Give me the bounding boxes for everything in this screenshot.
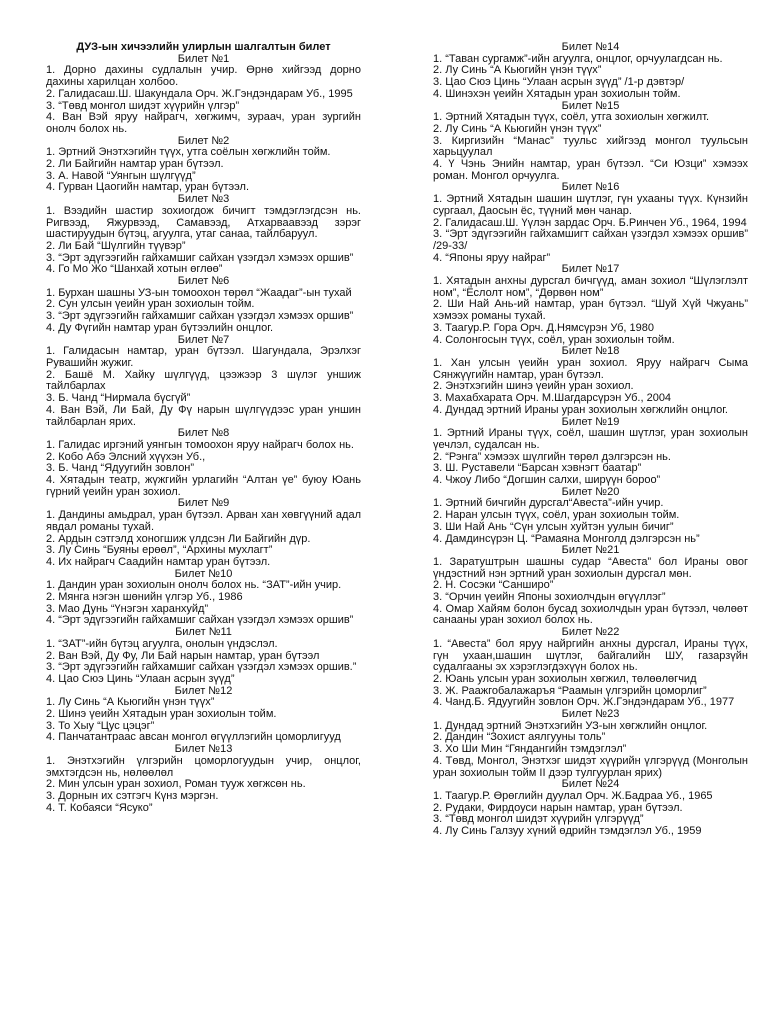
ticket-question: 3. “Эрт эдүгээгийн гайхамшиг сайхан үзэгдэл хэмээх оршив” — [46, 251, 354, 264]
ticket-title: Билет №23 — [561, 708, 620, 721]
left-column — [46, 42, 361, 1024]
ticket-question: 2. Галидасаш.Ш. Шакундала Орч. Ж.Гэндэндарам Уб., 1995 — [46, 87, 353, 100]
ticket-question: 3. “Төвд монгол шидэт хүүрийн үлгэр” — [46, 99, 240, 112]
ticket-question: 1. Галидас иргэний уянгын томоохон яруу найрагч болох нь. — [46, 438, 354, 451]
ticket-block — [433, 545, 748, 627]
ticket-title: Билет №2 — [177, 134, 230, 147]
ticket-question: 2. Дандин “Зохист аялгууны толь” — [433, 731, 606, 744]
ticket-title: Билет №11 — [175, 626, 232, 639]
ticket-question: 2. Наран улсын түүх, соёл, уран зохиолын тойм. — [433, 509, 680, 522]
ticket-question: 1. Дундад эртний Энэтхэгийн УЗ-ын хөгжлийн онцлог. — [433, 719, 708, 732]
ticket-block — [46, 136, 361, 195]
ticket-title: Билет №20 — [561, 485, 620, 498]
ticket-title: Билет №24 — [561, 778, 620, 791]
ticket-question: 4. Т. Кобаяси “Ясуко” — [46, 801, 153, 814]
ticket-question: 2. Сун улсын үеийн уран зохиолын тойм. — [46, 298, 255, 311]
ticket-question: 4. Ван Вэй яруу найрагч, хөгжимч, зураач, уран зургийн онолч болох нь. — [46, 111, 361, 135]
ticket-question: 1. “Авеста” бол яруу найргийн анхны дурсгал, Ираны түүх, гүн ухаан,шашин шүтлэг, байгалийн ШУ, газарзүйн судалгааны эх хэрэглэгдэхүүн болох нь. — [433, 637, 748, 674]
ticket-question: 3. Ж. Раажгобалажаръя “Раамын үлгэрийн цоморлиг” — [433, 684, 707, 697]
ticket-question: 4. Лу Синь Галзуу хүний өдрийн тэмдэглэл Уб., 1959 — [433, 825, 702, 838]
ticket-block — [46, 276, 361, 335]
ticket-question: 1. Эртний бичгийн дурсгал“Авеста”-ийн учир. — [433, 497, 664, 510]
ticket-question: 4. Хятадын театр, жүжгийн урлагийн “Алтан үе” буюу Юань гүрний үеийн уран зохиол. — [46, 474, 361, 498]
ticket-title: Билет №10 — [174, 567, 233, 580]
ticket-question: 3. Махабхарата Орч. М.Шагдарсүрэн Уб., 2004 — [433, 392, 672, 405]
ticket-title: Билет №21 — [561, 544, 620, 557]
ticket-question: 3. “Орчин үеийн Японы зохиолчдын өгүүллэг” — [433, 591, 666, 604]
ticket-question: 3. Хо Ши Мин “Гяндангийн тэмдэглэл” — [433, 743, 627, 756]
ticket-block — [46, 335, 361, 429]
ticket-question: 3. А. Навой “Уянгын шүлгүүд” — [46, 169, 196, 182]
ticket-question: 1. Эртний Энэтхэгийн түүх, утга соёлын хөгжлийн тойм. — [46, 146, 331, 159]
document-title: ДУЗ-ын хичээлийн улирлын шалгалтын билет — [76, 41, 331, 53]
ticket-question: 3. Лу Синь “Буяны ерөөл”, “Архины мухлагт” — [46, 544, 273, 557]
ticket-question: 1. Бурхан шашны УЗ-ын томоохон төрөл “Жаадаг”-ын тухай — [46, 286, 352, 299]
ticket-question: 4. Солонгосын түүх, соёл, уран зохиолын тойм. — [433, 333, 675, 346]
ticket-title: Билет №6 — [177, 275, 230, 288]
ticket-question: 4. Панчатантраас авсан монгол өгүүллэгийн цоморлигууд — [46, 731, 341, 744]
ticket-block — [433, 42, 748, 101]
right-ticket-list — [433, 42, 748, 838]
ticket-title: Билет №18 — [561, 345, 620, 358]
ticket-block — [46, 428, 361, 498]
ticket-block — [433, 182, 748, 264]
ticket-title: Билет №7 — [177, 333, 230, 346]
ticket-question: 4. Дамдинсүрэн Ц. “Рамаяна Монголд дэлгэрсэн нь” — [433, 532, 700, 545]
ticket-question: 3. “Эрт эдүгээгийн гайхамшиг сайхан үзэгдэл хэмээх оршив” — [46, 310, 354, 323]
ticket-question: 1. Галидасын намтар, уран бүтээл. Шагундала, Эрэлхэг Рувашийн жужиг. — [46, 345, 361, 369]
ticket-question: 1. Таагур.Р. Өрөглийн дуулал Орч. Ж.Бадраа Уб., 1965 — [433, 790, 713, 802]
ticket-question: 3. Цао Сюэ Цинь “Улаан асрын зүүд” /1-р дэвтэр/ — [433, 76, 685, 89]
ticket-question: 3. Ши Най Ань “Сүн улсын хуйтэн уулын бичиг” — [433, 520, 674, 533]
ticket-question: 2. Лу Синь “А Кьюгийн үнэн түүх” — [433, 122, 602, 135]
ticket-title: Билет №16 — [561, 181, 620, 194]
ticket-block — [433, 346, 748, 416]
ticket-question: 2. Ардын сэтгэлд хоногшиж үлдсэн Ли Байгийн дүр. — [46, 532, 311, 545]
ticket-question: 2. Башё М. Хайку шүлгүүд, цээжээр 3 шүлэг уншиж тайлбарлах — [46, 368, 361, 393]
ticket-title: Билет №22 — [561, 626, 620, 639]
ticket-question: 4. Гурван Цаогийн намтар, уран бүтээл. — [46, 181, 250, 194]
ticket-question: 2. Рудаки, Фирдоуси нарын намтар, уран бүтээл. — [433, 801, 683, 814]
ticket-block — [46, 686, 361, 745]
ticket-block — [433, 779, 748, 838]
ticket-question: 2. Юань улсын уран зохиолын хөгжил, төлөөлөгчид — [433, 672, 697, 685]
ticket-question: 3. Таагур.Р. Гора Орч. Д.Нямсүрэн Уб, 1980 — [433, 321, 654, 334]
ticket-question: 4. Чжоу Либо “Догшин салхи, ширүүн бороо” — [433, 474, 661, 487]
ticket-question: 1. “ЗАТ”-ийн бүтэц агуулга, онолын үндэслэл. — [46, 637, 278, 650]
ticket-block — [46, 744, 361, 814]
ticket-block — [46, 498, 361, 568]
ticket-question: 2. Мин улсын уран зохиол, Роман тууж хөгжсөн нь. — [46, 778, 306, 791]
ticket-question: 1. Вээдийн шастир зохиогдож бичигт тэмдэглэгдсэн нь. Ригвээд, Яжурвээд, Самавээд, Атхарваавээд зэрэг шастируудын бүтэц, агуулга, утаг санаа, тайлбаруул. — [46, 204, 361, 241]
ticket-question: 3. “Эрт эдүгээгийн гайхамшиг сайхан үзэгдэл хэмээх оршив.” — [46, 661, 357, 674]
ticket-question: 4. Ду Фүгийн намтар уран бүтээлийн онцлог. — [46, 321, 274, 334]
ticket-question: 4. Шинэхэн үеийн Хятадын уран зохиолын тойм. — [433, 87, 681, 100]
ticket-question: 2. Кобо Абэ Элсний хүүхэн Уб., — [46, 450, 206, 463]
ticket-question: 4. Төвд, Монгол, Энэтхэг шидэт хүүрийн үлгэрүүд (Монголын уран зохиолын тойм II дээр тулгуурлан ярих) — [433, 754, 748, 779]
ticket-block — [46, 194, 361, 276]
ticket-question: 2. Мянга нэгэн шөнийн үлгэр Уб., 1986 — [46, 591, 243, 604]
ticket-question: 2. Лу Синь “А Кьюгийн үнэн түүх” — [433, 64, 602, 77]
ticket-block — [433, 417, 748, 487]
ticket-question: 3. Мао Дунь “Үнэгэн харанхуйд” — [46, 602, 209, 615]
ticket-question: 2. Ван Вэй, Ду Фу, Ли Бай нарын намтар, уран бүтээл — [46, 649, 320, 662]
ticket-question: 2. Ши Най Ань-ий намтар, уран бүтээл. “Шуй Хүй Чжуань” хэмээх романы тухай. — [433, 298, 748, 323]
ticket-question: 2. Ли Байгийн намтар уран бүтээл. — [46, 158, 224, 171]
ticket-title: Билет №1 — [177, 52, 230, 65]
left-ticket-list — [46, 54, 361, 815]
ticket-question: 4. “Японы яруу найраг” — [433, 251, 551, 264]
ticket-question: 4. Их найрагч Саадийн намтар уран бүтээл. — [46, 555, 271, 568]
ticket-question: 3. “Эрт эдүгээгийн гайхамшигт сайхан үзэгдэл хэмээх оршив” /29-33/ — [433, 228, 748, 252]
ticket-question: 3. Ш. Руставели “Барсан хэвнэгт баатар” — [433, 462, 642, 475]
ticket-title: Билет №17 — [561, 263, 620, 276]
ticket-block — [433, 101, 748, 183]
ticket-title: Билет №19 — [561, 415, 620, 428]
ticket-question: 2. Ли Бай “Шүлгийн түүвэр” — [46, 239, 186, 252]
ticket-block — [433, 709, 748, 779]
ticket-question: 1. Дорно дахины судлалын учир. Өрнө хийгээд дорно дахины харилцан холбоо. — [46, 64, 361, 89]
ticket-title: Билет №14 — [561, 41, 620, 53]
ticket-question: 1. “Таван сургамж”-ийн агуулга, онцлог, орчуулагдсан нь. — [433, 52, 723, 65]
ticket-question: 1. Дандин уран зохиолын онолч болох нь. “ЗАТ”-ийн учир. — [46, 579, 342, 592]
ticket-question: 4. Чанд.Б. Ядуугийн зовлон Орч. Ж.Гэндэндарам Уб., 1977 — [433, 696, 735, 709]
ticket-block — [433, 487, 748, 546]
ticket-question: 1. Хятадын анхны дурсгал бичгүүд, аман зохиол “Шүлэглэлт ном”, “Ёслолт ном”, “Дөрвөн ном” — [433, 275, 748, 299]
ticket-question: 1. Энэтхэгийн үлгэрийн цоморлогуудын учир, онцлог, эмхтэгдсэн нь, нөлөөлөл — [46, 754, 361, 779]
ticket-question: 4. Ван Вэй, Ли Бай, Ду Фү нарын шүлгүүдээс уран уншин тайлбарлан ярих. — [46, 403, 361, 428]
ticket-block — [433, 264, 748, 346]
ticket-title: Билет №8 — [177, 427, 230, 440]
ticket-question: 3. Б. Чанд “Ядуугийн зовлон” — [46, 462, 195, 475]
ticket-block — [46, 569, 361, 628]
ticket-question: 3. Дорнын их сэтгэгч Күнз мэргэн. — [46, 790, 219, 802]
ticket-question: 3. Киргизийн “Манас” туульс хийгээд монгол туульсын харьцуулал — [433, 134, 748, 159]
ticket-question: 1. Эртний Ираны түүх, соёл, шашин шүтлэг, уран зохиолын үечлэл, судалсан нь. — [433, 427, 748, 451]
ticket-question: 2. Н. Сосэки “Санширо” — [433, 579, 554, 592]
ticket-question: 1. Эртний Хятадын шашин шүтлэг, гүн ухааны түүх. Күнзийн сургаал, Даосын ёс, түүний мөн чанар. — [433, 193, 748, 217]
ticket-question: 2. “Рэнга” хэмээх шүлгийн төрөл дэлгэрсэн нь. — [433, 450, 671, 463]
ticket-question: 4. Омар Хайям болон бусад зохиолчдын уран бүтээл, чөлөөт санааны уран зохиол болох нь. — [433, 602, 748, 627]
ticket-question: 1. Хан улсын үеийн уран зохиол. Яруу найрагч Сыма Сянжүүгийн намтар, уран бүтээл. — [433, 356, 748, 381]
ticket-question: 4. Дундад эртний Ираны уран зохиолын хөгжлийн онцлог. — [433, 403, 728, 416]
ticket-question: 1. Дандины амьдрал, уран бүтээл. Арван хан хөвгүүний адал явдал романы тухай. — [46, 509, 361, 533]
ticket-question: 4. Ү Чэнь Энийн намтар, уран бүтээл. “Си Юзци” хэмээх роман. Монгол орчуулга. — [433, 158, 748, 182]
ticket-question: 3. “Төвд монгол шидэт хүүрийн үлгэрүүд” — [433, 813, 644, 826]
ticket-title: Билет №12 — [174, 684, 233, 697]
ticket-question: 2. Энэтхэгийн шинэ үеийн уран зохиол. — [433, 380, 634, 393]
ticket-question: 4. Го Мо Жо “Шанхай хотын өглөө” — [46, 263, 223, 276]
ticket-question: 4. Цао Сюэ Цинь “Улаан асрын зүүд” — [46, 672, 235, 685]
ticket-question: 3. То Хыу “Цус цэцэг” — [46, 719, 155, 732]
ticket-block — [433, 627, 748, 709]
ticket-question: 2. Шинэ үеийн Хятадын уран зохиолын тойм. — [46, 708, 277, 721]
ticket-title: Билет №9 — [177, 497, 230, 510]
ticket-title: Билет №15 — [561, 99, 620, 112]
ticket-block — [46, 54, 361, 136]
ticket-title: Билет №13 — [174, 743, 233, 756]
ticket-block — [46, 627, 361, 686]
ticket-title: Билет №3 — [177, 193, 230, 206]
ticket-question: 1. Лу Синь “А Кьюгийн үнэн түүх” — [46, 696, 215, 709]
ticket-question: 2. Галидасаш.Ш. Үүлэн зардас Орч. Б.Ринчен Уб., 1964, 1994 — [433, 216, 747, 229]
ticket-question: 1. Заратуштрын шашны судар “Авеста” бол Ираны овог үндэстний нэн эртний уран зохиолын дурсгал мөн. — [433, 555, 748, 580]
ticket-question: 4. “Эрт эдүгээгийн гайхамшиг сайхан үзэгдэл хэмээх оршив” — [46, 614, 354, 627]
ticket-question: 1. Эртний Хятадын түүх, соёл, утга зохиолын хөгжилт. — [433, 111, 710, 124]
ticket-question: 3. Б. Чанд “Нирмала бүсгүй” — [46, 392, 191, 405]
right-column — [433, 42, 748, 1024]
